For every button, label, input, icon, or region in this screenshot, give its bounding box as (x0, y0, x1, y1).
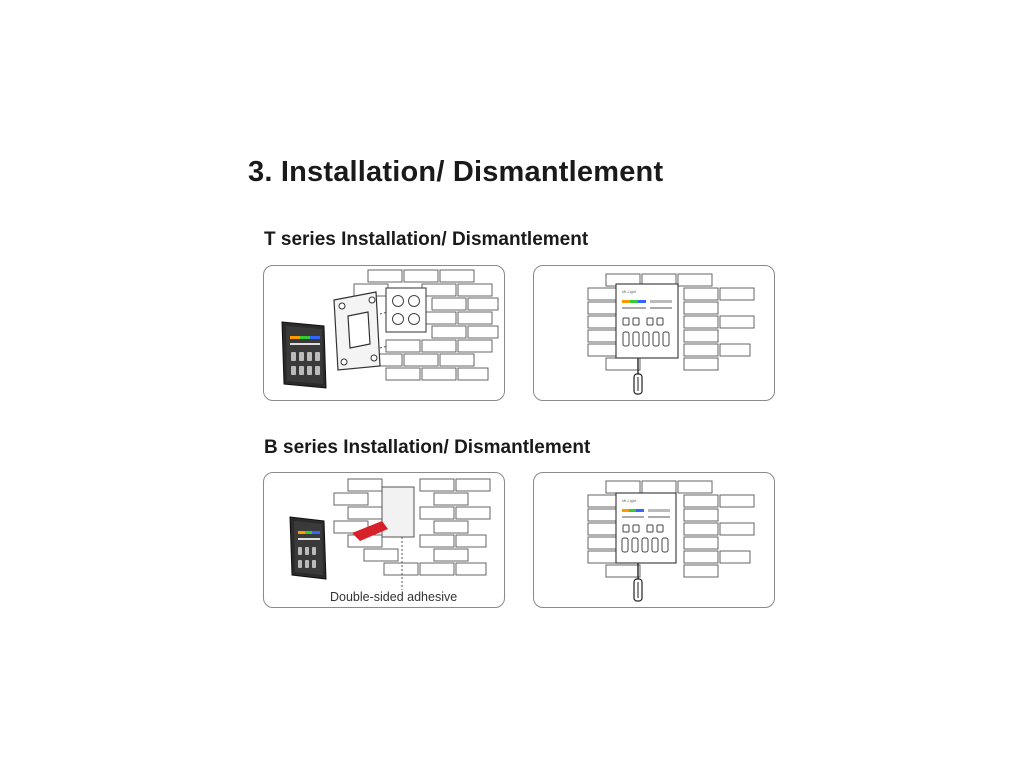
t-series-remote-panel (282, 322, 326, 388)
t-series-dismantlement-illustration (533, 265, 775, 401)
svg-text:Mi-Light: Mi-Light (622, 289, 637, 294)
page-title: 3. Installation/ Dismantlement (248, 156, 664, 188)
junction-box (386, 288, 426, 332)
mounted-remote-panel (616, 284, 678, 358)
t-series-heading: T series Installation/ Dismantlement (264, 229, 589, 250)
svg-text:Mi-Light: Mi-Light (622, 498, 637, 503)
b-series-remote-panel (290, 517, 326, 579)
b-series-dismantlement-illustration (533, 472, 775, 608)
b-series-heading: B series Installation/ Dismantlement (264, 437, 591, 458)
double-sided-adhesive-label: Double-sided adhesive (330, 590, 458, 604)
t-series-installation-illustration (263, 265, 505, 401)
b-series-installation-illustration (263, 472, 505, 608)
mounting-bracket (334, 292, 388, 370)
mounted-remote-panel (616, 493, 676, 563)
